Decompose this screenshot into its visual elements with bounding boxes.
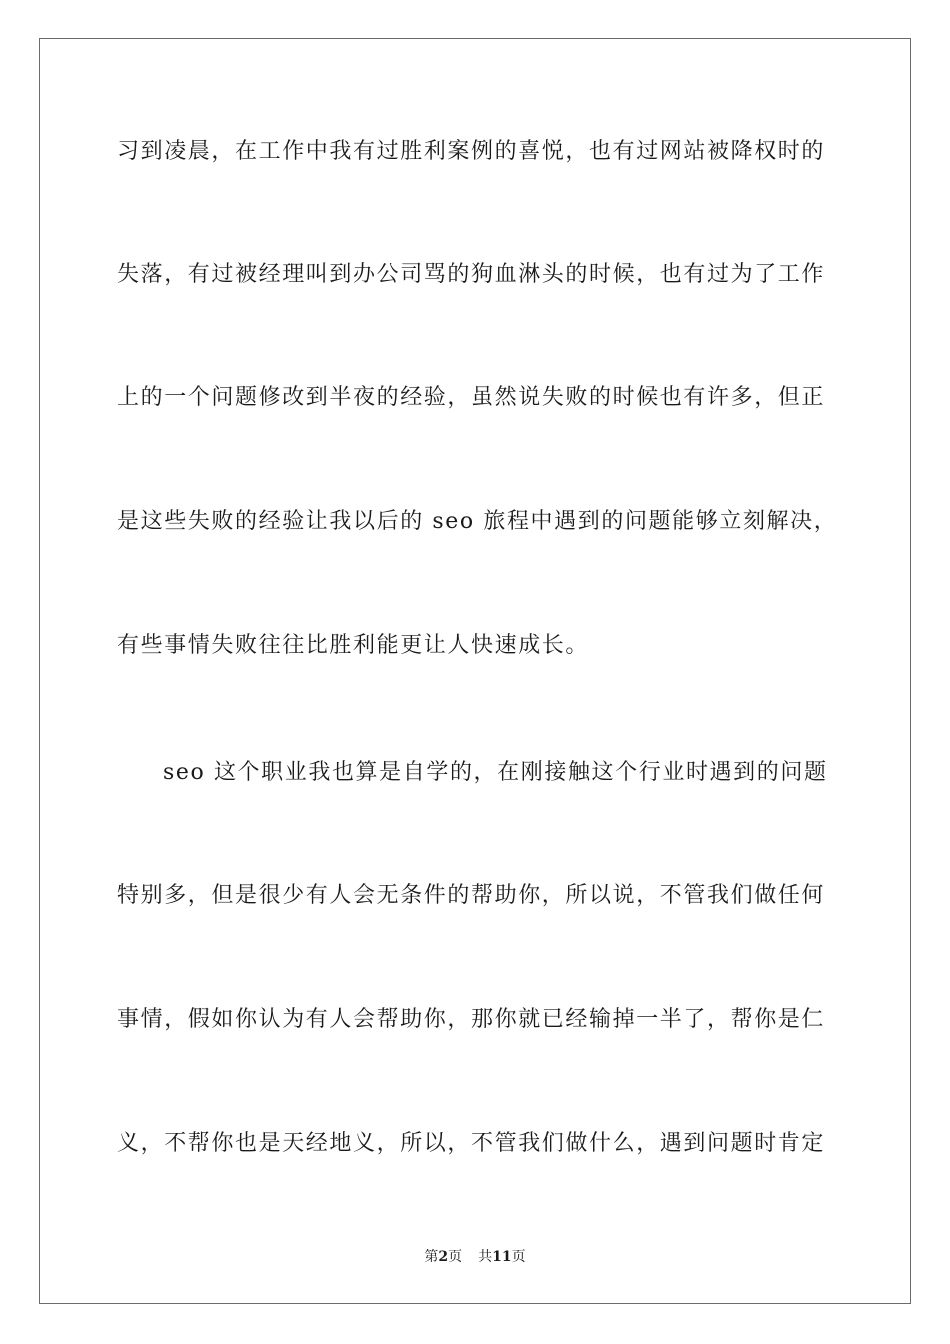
body-text-line: 习到凌晨，在工作中我有过胜利案例的喜悦，也有过网站被降权时的 bbox=[117, 139, 826, 164]
body-text-line: 事情，假如你认为有人会帮助你，那你就已经输掉一半了，帮你是仁 bbox=[117, 1007, 826, 1032]
total-suffix: 页 bbox=[511, 1249, 526, 1265]
body-text-line: 失落，有过被经理叫到办公司骂的狗血淋头的时候，也有过为了工作 bbox=[117, 262, 826, 287]
page-footer bbox=[0, 1248, 950, 1266]
body-text-line: 上的一个问题修改到半夜的经验，虽然说失败的时候也有许多，但正 bbox=[117, 385, 826, 410]
total-prefix: 共 bbox=[478, 1249, 493, 1265]
body-text-line: 义，不帮你也是天经地义，所以，不管我们做什么，遇到问题时肯定 bbox=[117, 1131, 826, 1156]
page-border bbox=[39, 38, 911, 1304]
page-number: 2 bbox=[438, 1249, 449, 1265]
page-suffix: 页 bbox=[448, 1249, 463, 1265]
paragraph-first-line: seo 这个职业我也算是自学的，在刚接触这个行业时遇到的问题 bbox=[163, 760, 828, 785]
body-text-line: 特别多，但是很少有人会无条件的帮助你，所以说，不管我们做任何 bbox=[117, 883, 826, 908]
body-text-line: 是这些失败的经验让我以后的 seo 旅程中遇到的问题能够立刻解决， bbox=[117, 509, 838, 534]
body-text-line: 有些事情失败往往比胜利能更让人快速成长。 bbox=[117, 633, 590, 658]
total-pages: 11 bbox=[492, 1249, 512, 1265]
page-prefix: 第 bbox=[424, 1249, 439, 1265]
